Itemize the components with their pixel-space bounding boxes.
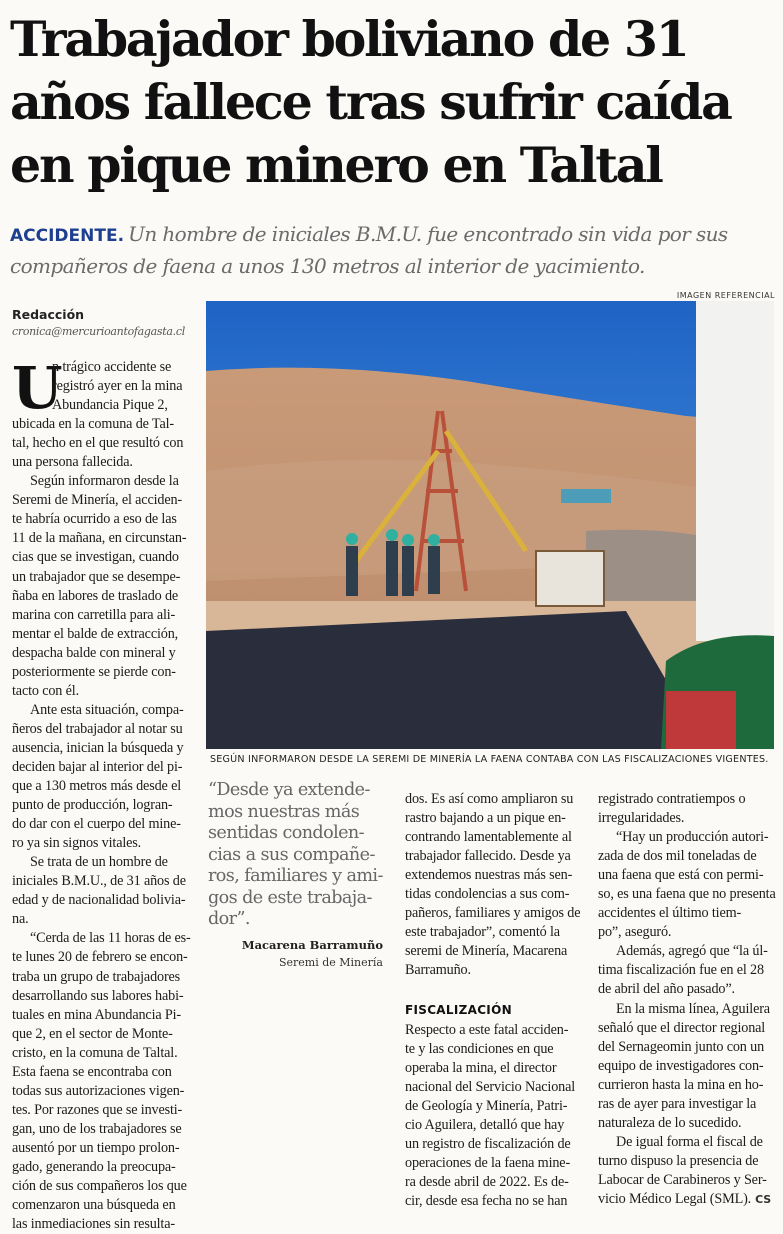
pull-quote-role: Seremi de Minería — [278, 956, 383, 969]
body-line: En la misma línea, Aguilera — [616, 1000, 770, 1017]
body-line: trabajador fallecido. Desde ya — [405, 848, 571, 865]
body-line: Seremi de Minería, el acciden- — [12, 492, 183, 509]
body-line: currieron hasta la mina en ho- — [598, 1076, 764, 1093]
deck — [10, 219, 775, 281]
headline-line: años fallece tras sufrir caída — [10, 73, 731, 131]
body-line: comenzaron una búsqueda en — [12, 1197, 176, 1214]
body-line: operaba la mina, el director — [405, 1059, 557, 1076]
body-line: “Hay un producción autori- — [616, 829, 769, 846]
body-line: turno dispuso la presencia de — [598, 1152, 759, 1169]
body-line: extendemos nuestras más sen- — [405, 867, 573, 884]
body-line: zada de dos mil toneladas de — [598, 848, 757, 865]
body-line: gado, generando la preocupa- — [12, 1158, 176, 1175]
body-line: ñaba en labores de traslado de — [12, 587, 179, 604]
pull-quote-line: “Desde ya extende- — [208, 780, 370, 800]
body-line: punto de producción, logran- — [12, 797, 173, 814]
body-line: mentar el balde de extracción, — [12, 625, 179, 642]
body-line: Ante esta situación, compa- — [30, 701, 184, 718]
body-line: posteriormente se pierde con- — [12, 663, 176, 680]
body-line: pañeros, familiares y amigos de — [405, 905, 581, 922]
body-line: ñeros del trabajador al notar su — [12, 720, 183, 737]
pull-quote-line: mos nuestras más — [208, 801, 360, 822]
byline — [12, 306, 202, 340]
pull-quote-line: sentidas condolen- — [208, 823, 364, 843]
body-line: ro ya sin signos vitales. — [12, 835, 142, 852]
deck-line-1 — [10, 219, 775, 251]
body-line: cio Aguilera, detalló que hay — [405, 1116, 565, 1133]
body-line: que 2, en el sector de Monte- — [12, 1025, 173, 1042]
headline — [10, 8, 775, 197]
body-line: rastro bajando a un pique en- — [405, 810, 566, 827]
body-line: ras de ayer para investigar la — [598, 1095, 757, 1112]
pull-quote-name: Macarena Barramuño — [241, 938, 383, 952]
body-column-3 — [405, 790, 587, 1211]
body-line: na. — [12, 911, 29, 928]
body-line: nacional del Servicio Nacional — [405, 1078, 576, 1095]
body-line: ra desde abril de 2022. Es de- — [405, 1173, 569, 1190]
end-mark-icon: CS — [755, 1192, 771, 1206]
byline-author: Redacción — [12, 307, 85, 322]
body-line: de abril del año pasado”. — [598, 981, 735, 998]
body-line: una faena que está con permi- — [598, 867, 764, 884]
body-line: registrado contratiempos o — [598, 791, 746, 807]
body-line: Según informaron desde la — [30, 473, 179, 490]
pull-quote-line: dor”. — [208, 909, 250, 929]
body-line: desarrollando sus labores habi- — [12, 987, 184, 1004]
body-line: las inmediaciones sin resulta- — [12, 1216, 175, 1233]
body-line: una persona fallecida. — [12, 454, 133, 471]
body-line: cir, desde esa fecha no se han — [405, 1192, 568, 1209]
body-line: seremi de Minería, Macarena — [405, 943, 568, 960]
body-line: so, es una faena que no presenta — [598, 886, 776, 903]
body-line: traba un grupo de trabajadores — [12, 968, 181, 985]
body-line: tal, hecho en el que resultó con — [12, 435, 184, 452]
body-line: Se trata de un hombre de — [30, 854, 168, 871]
body-line: Respecto a este fatal acciden- — [405, 1021, 569, 1038]
body-column-1 — [12, 354, 202, 1234]
body-line: un trabajador que se desempe- — [12, 568, 181, 585]
headline-line: Trabajador boliviano de 31 — [10, 10, 688, 68]
body-line: contrando lamentablemente al — [405, 829, 572, 846]
body-line: que a 130 metros más desde el — [12, 778, 182, 795]
body-line-last — [598, 1190, 776, 1209]
deck-line-2: compañeros de faena a unos 130 metros al interior de yacimiento. — [10, 254, 645, 278]
body-line: tes. Por razones que se investi- — [12, 1101, 183, 1118]
body-line: “Cerda de las 11 horas de es- — [30, 930, 191, 947]
body-line: accidentes el último tiem- — [598, 905, 742, 922]
body-line: tuales en mina Abundancia Pi- — [12, 1006, 182, 1023]
pull-quote — [208, 780, 394, 931]
headline-line: en pique minero en Taltal — [10, 136, 662, 194]
deck-text-1: Un hombre de iniciales B.M.U. fue encontrado sin vida por sus — [128, 222, 728, 246]
body-line: todas sus autorizaciones vigen- — [12, 1082, 185, 1099]
body-line: del Sernageomin junto con un — [598, 1038, 765, 1055]
pull-quote-line: cias a sus compañe- — [208, 844, 375, 865]
body-line: ubicada en la comuna de Tal- — [12, 416, 174, 433]
body-line: Barramuño. — [405, 962, 471, 979]
body-line: este trabajador”, comentó la — [405, 924, 560, 941]
body-line: tima fiscalización fue en el 28 — [598, 962, 764, 979]
body-line: ción de sus compañeros los que — [12, 1178, 187, 1195]
section-kicker: ACCIDENTE. — [10, 226, 125, 246]
body-line: te habría ocurrido a eso de las — [12, 511, 177, 528]
article-photo — [206, 301, 774, 749]
photo-credit: IMAGEN REFERENCIAL — [676, 291, 775, 300]
body-line: marina con carretilla para ali- — [12, 606, 176, 623]
body-line: naturaleza de lo sucedido. — [598, 1114, 742, 1131]
body-column-4 — [598, 790, 776, 1209]
body-line: despacha balde con mineral y — [12, 644, 176, 661]
body-line: De igual forma el fiscal de — [616, 1133, 763, 1150]
body-line: ausencia, inician la búsqueda y — [12, 739, 184, 756]
body-line-text: vicio Médico Legal (SML). — [598, 1190, 752, 1207]
pull-quote-line: ros, familiares y ami- — [208, 866, 383, 886]
body-line: dos. Es así como ampliaron su — [405, 791, 574, 807]
body-line: cias que se investigan, cuando — [12, 549, 179, 566]
body-line: gan, uno de los trabajadores se — [12, 1120, 182, 1137]
body-line: Además, agregó que “la úl- — [616, 943, 768, 960]
body-line: deciden bajar al interior del pi- — [12, 758, 183, 775]
body-line: 11 de la mañana, en circunstan- — [12, 530, 187, 547]
body-line: de Geología y Minería, Patri- — [405, 1097, 568, 1114]
body-line: n trágico accidente se — [52, 359, 172, 375]
body-line: tacto con él. — [12, 682, 79, 699]
section-subhead: FISCALIZACIÓN — [405, 1003, 512, 1018]
body-line: irregularidades. — [598, 810, 685, 827]
mine-scene-illustration — [206, 301, 774, 749]
body-line: un registro de fiscalización de — [405, 1135, 571, 1152]
body-line: Labocar de Carabineros y Ser- — [598, 1171, 767, 1188]
body-line: señaló que el director regional — [598, 1019, 766, 1036]
body-line: edad y de nacionalidad bolivia- — [12, 892, 186, 909]
photo-caption: SEGÚN INFORMARON DESDE LA SEREMI DE MINERÍA LA FAENA CONTABA CON LAS FISCALIZACIONES VIGENTES. — [210, 754, 769, 765]
pull-quote-line: gos de este trabaja- — [208, 887, 372, 908]
body-line: po”, aseguró. — [598, 924, 672, 941]
body-line: te lunes 20 de febrero se encon- — [12, 949, 188, 966]
body-line: ausentó por un tiempo prolon- — [12, 1139, 180, 1156]
body-line: iniciales B.M.U., de 31 años de — [12, 873, 186, 890]
pull-quote-attribution — [208, 936, 383, 972]
body-line: te y las condiciones en que — [405, 1040, 554, 1057]
body-line: equipo de investigadores con- — [598, 1057, 764, 1074]
drop-cap: U — [12, 354, 63, 422]
byline-email: cronica@mercurioantofagasta.cl — [12, 325, 185, 338]
body-line: registró ayer en la mina — [52, 378, 183, 395]
body-line: Abundancia Pique 2, — [52, 397, 168, 414]
body-line: operaciones de la faena mine- — [405, 1154, 571, 1171]
body-line: tidas condolencias a sus com- — [405, 886, 570, 903]
body-line: do dar con el cuerpo del mine- — [12, 816, 181, 833]
body-line: Esta faena se encontraba con — [12, 1063, 172, 1080]
spacer — [405, 980, 587, 1001]
body-line: cristo, en la comuna de Taltal. — [12, 1044, 178, 1061]
